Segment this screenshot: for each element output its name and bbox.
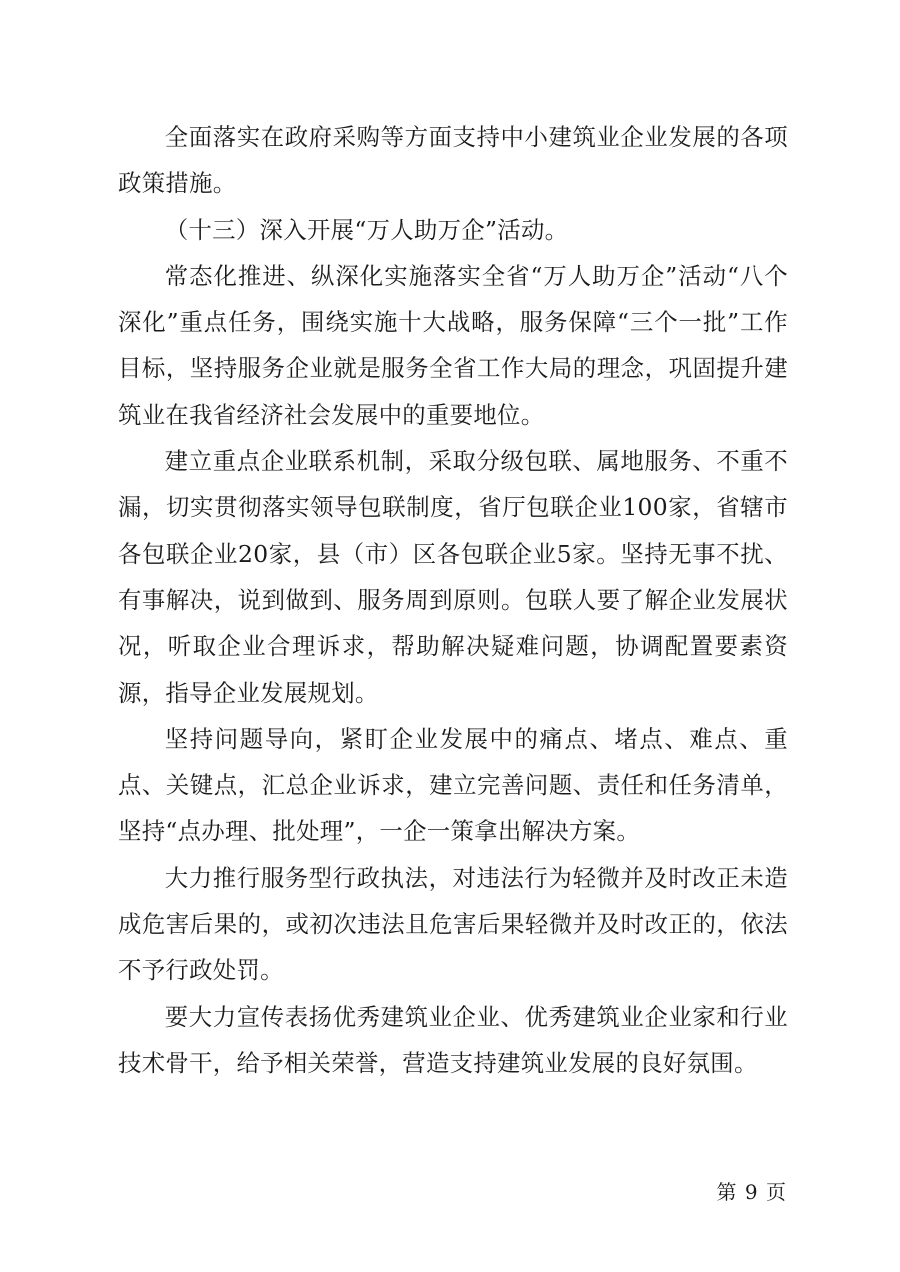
paragraph-service-enforcement: 大力推行服务型行政执法，对违法行为轻微并及时改正未造成危害后果的，或初次违法且危害后果轻微并及时改正的，依法不予行政处罚。 <box>118 863 788 985</box>
paragraph-policy-measures: 全面落实在政府采购等方面支持中小建筑业企业发展的各项政策措施。 <box>118 123 788 198</box>
document-body <box>118 114 788 1086</box>
paragraph-publicity: 要大力宣传表扬优秀建筑业企业、优秀建筑业企业家和行业技术骨干，给予相关荣誉，营造支持建筑业发展的良好氛围。 <box>118 1002 788 1077</box>
paragraph-problem-oriented: 坚持问题导向，紧盯企业发展中的痛点、堵点、难点、重点、关键点，汇总企业诉求，建立完善问题、责任和任务清单，坚持“点办理、批处理”，一企一策拿出解决方案。 <box>118 724 788 846</box>
page-number: 第 9 页 <box>716 1180 787 1204</box>
paragraph-contact-mechanism: 建立重点企业联系机制，采取分级包联、属地服务、不重不漏，切实贯彻落实领导包联制度，省厅包联企业100家，省辖市各包联企业20家，县（市）区各包联企业5家。坚持无事不扰、有事解决，说到做到、服务周到原则。包联人要了解企业发展状况，听取企业合理诉求，帮助解决疑难问题，协调配置要素资源，指导企业发展规划。 <box>118 447 788 707</box>
section-heading-13: （十三）深入开展“万人助万企”活动。 <box>164 215 569 244</box>
paragraph-normalize-activities: 常态化推进、纵深化实施落实全省“万人助万企”活动“八个深化”重点任务，围绕实施十大战略，服务保障“三个一批”工作目标，坚持服务企业就是服务全省工作大局的理念，巩固提升建筑业在我省经济社会发展中的重要地位。 <box>118 261 788 429</box>
